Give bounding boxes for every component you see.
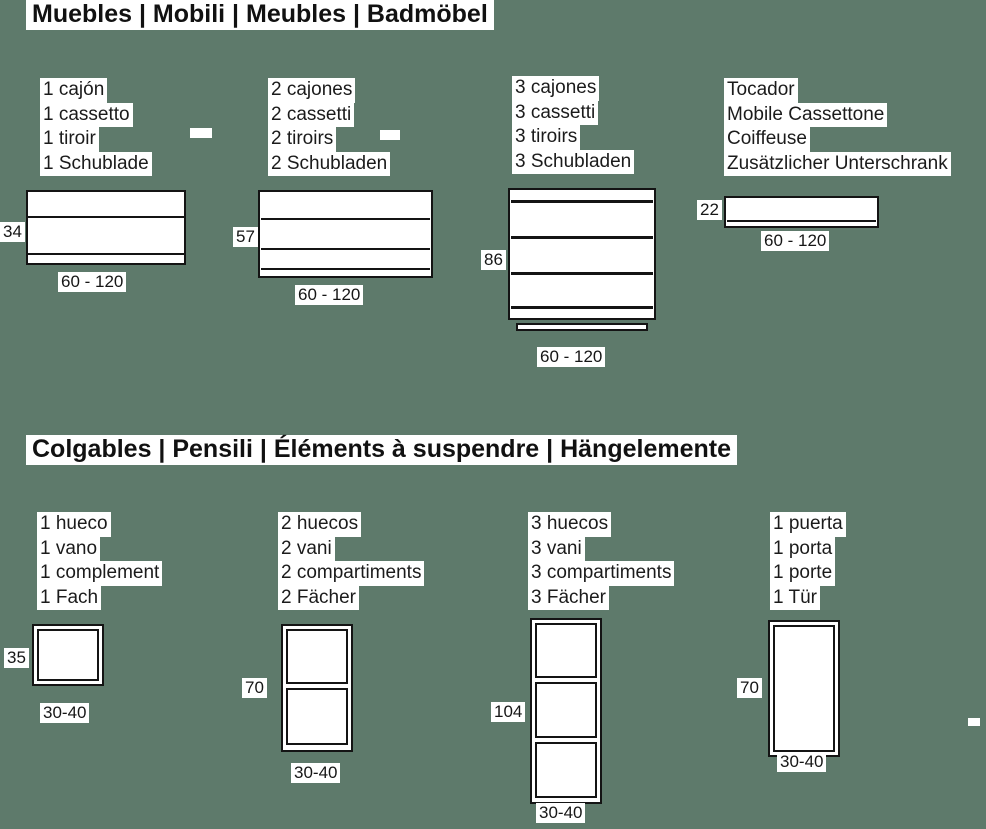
dim-width-wall-3: 30-40	[536, 803, 585, 823]
label-line: Coiffeuse	[724, 127, 810, 152]
top-line	[511, 200, 653, 203]
section-title-wall: Colgables | Pensili | Éléments à suspendre | Hängelemente	[26, 435, 737, 465]
figure-wall-2	[281, 624, 371, 764]
wall-unit-door	[773, 625, 835, 752]
label-line: 2 tiroirs	[268, 127, 336, 152]
dim-height-wall-1: 35	[4, 648, 29, 668]
drawer-divider	[511, 236, 653, 239]
labels-furniture-2	[268, 78, 390, 176]
label-line: 2 huecos	[278, 512, 361, 537]
figure-wall-1	[32, 624, 112, 704]
labels-wall-4	[770, 512, 846, 610]
labels-wall-3	[528, 512, 674, 610]
labels-wall-1	[37, 512, 162, 610]
label-line: 2 Schubladen	[268, 152, 390, 177]
label-line: 1 Tür	[770, 586, 820, 611]
label-line: 1 vano	[37, 537, 100, 562]
wall-unit-opening	[535, 682, 597, 738]
dim-width-wall-1: 30-40	[40, 703, 89, 723]
wall-unit-opening	[286, 688, 348, 745]
cabinet-body	[258, 190, 433, 278]
dim-width-furniture-3: 60 - 120	[537, 347, 605, 367]
label-line: 1 porta	[770, 537, 835, 562]
artifact-mark	[190, 128, 212, 138]
wall-unit-opening	[37, 629, 99, 681]
plinth-line	[261, 268, 430, 270]
dim-height-wall-3: 104	[491, 702, 525, 722]
dim-width-furniture-4: 60 - 120	[761, 231, 829, 251]
label-line: 1 hueco	[37, 512, 111, 537]
figure-furniture-3	[508, 188, 668, 338]
labels-furniture-4	[724, 78, 951, 176]
drawer-divider	[28, 216, 184, 218]
label-line: 3 huecos	[528, 512, 611, 537]
cabinet-body	[724, 196, 879, 228]
label-line: 1 complement	[37, 561, 162, 586]
label-line: Zusätzlicher Unterschrank	[724, 152, 951, 177]
label-line: 3 compartiments	[528, 561, 674, 586]
dim-height-furniture-3: 86	[481, 250, 506, 270]
dim-height-furniture-4: 22	[697, 200, 722, 220]
label-line: 1 puerta	[770, 512, 846, 537]
dim-height-wall-2: 70	[242, 678, 267, 698]
label-line: 3 tiroirs	[512, 125, 580, 150]
dim-height-furniture-1: 34	[0, 222, 25, 242]
wall-unit-opening	[286, 629, 348, 684]
label-line: 3 cajones	[512, 76, 599, 101]
wall-unit-opening	[535, 623, 597, 678]
plinth-line	[511, 306, 653, 309]
label-line: 2 Fächer	[278, 586, 359, 611]
cabinet-body	[508, 188, 656, 320]
drawer-divider	[261, 248, 430, 250]
dim-width-furniture-1: 60 - 120	[58, 272, 126, 292]
label-line: 3 cassetti	[512, 101, 598, 126]
label-line: 2 compartiments	[278, 561, 424, 586]
label-line: 1 Schublade	[40, 152, 152, 177]
plinth-line	[727, 220, 876, 222]
label-line: 1 cajón	[40, 78, 107, 103]
artifact-mark	[380, 130, 400, 140]
label-line: Mobile Cassettone	[724, 103, 887, 128]
labels-wall-2	[278, 512, 424, 610]
label-line: 1 porte	[770, 561, 835, 586]
label-line: 1 cassetto	[40, 103, 133, 128]
label-line: 3 vani	[528, 537, 585, 562]
label-line: 2 cassetti	[268, 103, 354, 128]
artifact-mark	[968, 718, 980, 726]
section-title-furniture: Muebles | Mobili | Meubles | Badmöbel	[26, 0, 494, 30]
label-line: 1 Fach	[37, 586, 101, 611]
plinth-line	[28, 253, 184, 255]
dim-height-furniture-2: 57	[233, 227, 258, 247]
figure-wall-4	[768, 620, 858, 760]
dim-height-wall-4: 70	[737, 678, 762, 698]
label-line: 3 Schubladen	[512, 150, 634, 175]
figure-furniture-2	[258, 190, 438, 290]
label-line: 1 tiroir	[40, 127, 99, 152]
label-line: 2 vani	[278, 537, 335, 562]
drawer-divider	[261, 218, 430, 220]
label-line: Tocador	[724, 78, 798, 103]
labels-furniture-3	[512, 76, 634, 174]
label-line: 2 cajones	[268, 78, 355, 103]
figure-wall-3	[530, 618, 620, 813]
drawer-divider	[511, 272, 653, 275]
dim-width-wall-2: 30-40	[291, 763, 340, 783]
wall-unit-opening	[535, 742, 597, 798]
figure-furniture-1	[24, 190, 199, 270]
dim-width-furniture-2: 60 - 120	[295, 285, 363, 305]
label-line: 3 Fächer	[528, 586, 609, 611]
dim-width-wall-4: 30-40	[777, 752, 826, 772]
labels-furniture-1	[40, 78, 152, 176]
cabinet-base	[516, 323, 648, 331]
